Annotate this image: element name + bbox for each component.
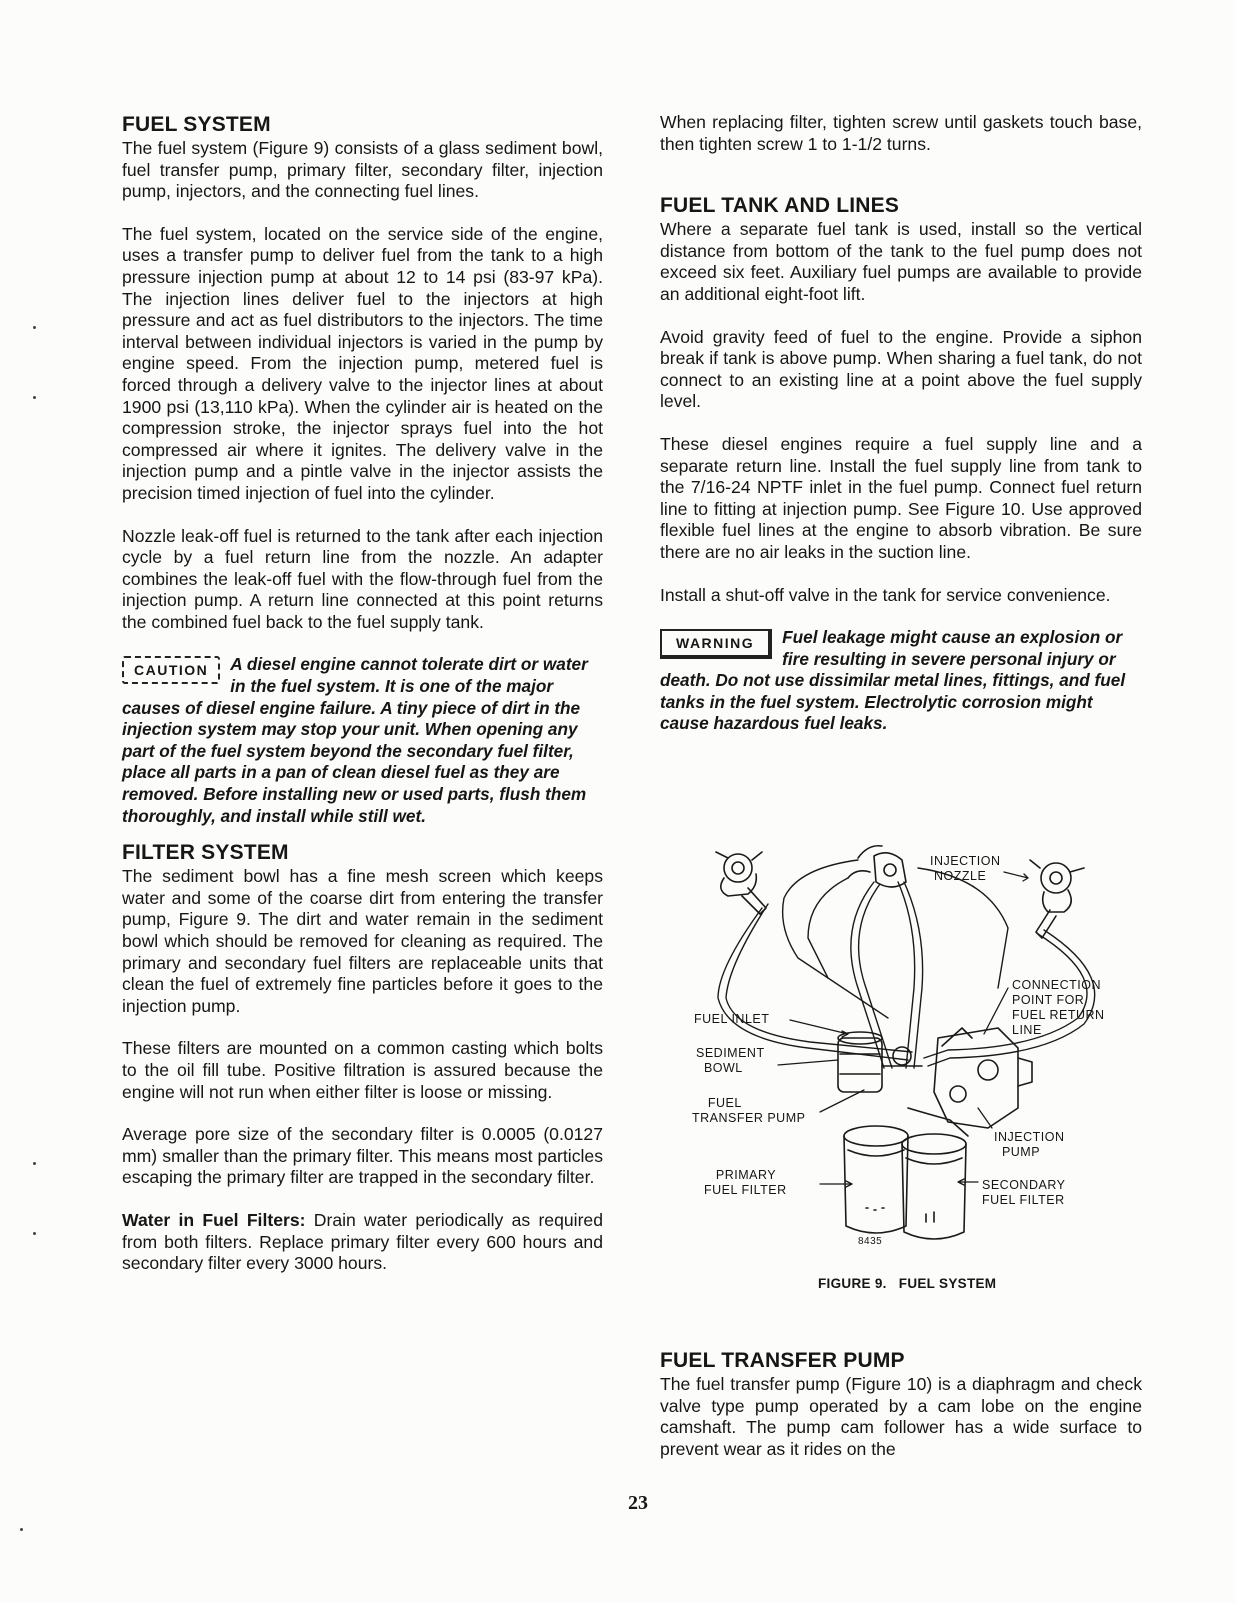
filter-system-paragraph-2: These filters are mounted on a common casting which bolts to the oil fill tube. Positive filtration is assured because the engine will not run when either filter is loose or missing. [122,1038,603,1102]
fuel-transfer-pump-heading: FUEL TRANSFER PUMP [660,1349,905,1372]
scan-dot [33,396,36,399]
warning-badge: WARNING [660,629,772,659]
caution-badge: CAUTION [122,656,220,684]
fuel-inlet-label: FUEL INLET [694,1012,770,1026]
filter-system-paragraph-3: Average pore size of the secondary filter is 0.0005 (0.0127 mm) smaller than the primary filter. This means most particles escaping the primary filter are trapped in the secondary filter. [122,1124,603,1188]
left-injector-drawing [716,852,766,914]
page-number: 23 [628,1492,648,1514]
fuel-tank-paragraph-2: Avoid gravity feed of fuel to the engine. Provide a siphon break if tank is above pump. When sharing a fuel tank, do not connect to an existing line at a point above the fuel supply level. [660,326,1142,412]
right-column [660,112,1142,735]
injection-nozzle-label: INJECTION NOZZLE [930,854,1001,883]
transfer-pump-section [660,1348,1142,1460]
left-column [122,112,603,1275]
water-in-fuel-runin: Water in Fuel Filters: [122,1209,306,1230]
filter-replace-paragraph: When replacing filter, tighten screw until gaskets touch base, then tighten screw 1 to 1-1/2 turns. [660,112,1142,154]
fuel-system-figure [688,838,1148,1268]
fuel-tank-paragraph-3: These diesel engines require a fuel supply line and a separate return line. Install the fuel supply line from tank to the 7/16-24 NPTF inlet in the fuel pump. Connect fuel return line to fitting at injection pump. See Figure 10. Use approved flexible fuel lines at the engine to absorb vibration. Be sure there are no air leaks in the suction line. [660,433,1142,562]
figure-caption [818,1276,996,1291]
caution-text: A diesel engine cannot tolerate dirt or water in the fuel system. It is one of the major causes of diesel engine failure. A tiny piece of dirt in the injection system may stop your unit. When opening any part of the fuel system beyond the secondary fuel filter, place all parts in a pan of clean diesel fuel as they are removed. Before installing new or used parts, flush them thoroughly, and install while still wet. [122,654,588,826]
fuel-system-paragraph-2: The fuel system, located on the service side of the engine, uses a transfer pump to deliver fuel from the tank to a high pressure injection pump at about 12 to 14 psi (83-97 kPa). The injection lines deliver fuel to the injectors at high pressure and act as fuel distributors to the injectors. The time interval between individual injectors is varied in the pump by engine speed. From the injection pump, metered fuel is forced through a delivery valve to the injector lines at about 1900 psi (13,110 kPa). When the cylinder air is heated on the compression stroke, the injector sprays fuel into the hot compressed air where it ignites. The delivery valve in the injection pump and a pintle valve in the injector assists the precision timed injection of fuel into the cylinder. [122,223,603,503]
figure-caption-number: FIGURE 9. [818,1276,887,1291]
fuel-transfer-pump-paragraph: The fuel transfer pump (Figure 10) is a diaphragm and check valve type pump operated by a cam lobe on the engine camshaft. The pump cam follower has a wide surface to prevent wear as it rides on the [660,1374,1142,1459]
fuel-tank-paragraph-4: Install a shut-off valve in the tank for service convenience. [660,584,1111,605]
secondary-fuel-filter-label: SECONDARY FUEL FILTER [982,1178,1066,1207]
warning-text: Fuel leakage might cause an explosion or fire resulting in severe personal injury or death. Do not use dissimilar metal lines, fittings, and fuel tanks in the fuel system. Electrolytic corrosion might cause hazardous fuel leaks. [660,627,1126,734]
caution-notice [122,654,603,827]
fuel-tank-heading: FUEL TANK AND LINES [660,194,900,218]
fuel-system-paragraph-1: The fuel system (Figure 9) consists of a glass sediment bowl, fuel transfer pump, primary filter, secondary filter, injection pump, injectors, and the connecting fuel lines. [122,138,603,202]
fuel-tank-paragraph-1: Where a separate fuel tank is used, install so the vertical distance from bottom of the tank to the fuel pump does not exceed six feet. Auxiliary fuel pumps are available to provide an additional eight-foot lift. [660,219,1142,304]
fuel-system-heading: FUEL SYSTEM [122,113,271,136]
secondary-filter-drawing [902,1134,966,1239]
fuel-transfer-pump-label: FUEL TRANSFER PUMP [692,1096,806,1125]
right-injector-drawing [1030,860,1084,938]
figure-caption-title: FUEL SYSTEM [898,1276,997,1291]
scan-dot [33,326,36,329]
filter-system-paragraph-1: The sediment bowl has a fine mesh screen which keeps water and some of the coarse dirt from entering the transfer pump, Figure 9. The dirt and water remain in the sediment bowl which should be removed for cleaning as required. The primary and secondary fuel filters are replaceable units that clean the fuel of extremely fine particles before it goes to the injection pump. [122,866,603,1016]
fuel-system-paragraph-3: Nozzle leak-off fuel is returned to the tank after each injection cycle by a fuel return line from the nozzle. An adapter combines the leak-off fuel with the flow-through fuel from the injection pump. A return line connected at this point returns the combined fuel back to the fuel supply tank. [122,525,603,632]
filter-system-heading: FILTER SYSTEM [122,841,289,865]
part-number-label: 8435 [858,1236,883,1247]
scan-dot [20,1528,23,1531]
sediment-bowl-label: SEDIMENT BOWL [696,1046,765,1075]
filter-system-paragraph-4 [122,1210,603,1275]
warning-notice [660,627,1142,735]
primary-filter-drawing [844,1126,908,1233]
filter-head-line [908,1108,968,1136]
scan-dot [33,1232,36,1235]
injection-pump-label: INJECTION PUMP [994,1130,1065,1159]
connection-point-label: CONNECTION POINT FOR FUEL RETURN LINE [1012,978,1105,1037]
water-in-fuel-text: Drain water periodically as required from both filters. Replace primary filter every 600 hours and secondary filter every 3000 hours. [122,1209,604,1274]
scan-dot [33,1162,36,1165]
center-injector-drawing [848,846,906,887]
primary-fuel-filter-label: PRIMARY FUEL FILTER [704,1168,787,1197]
